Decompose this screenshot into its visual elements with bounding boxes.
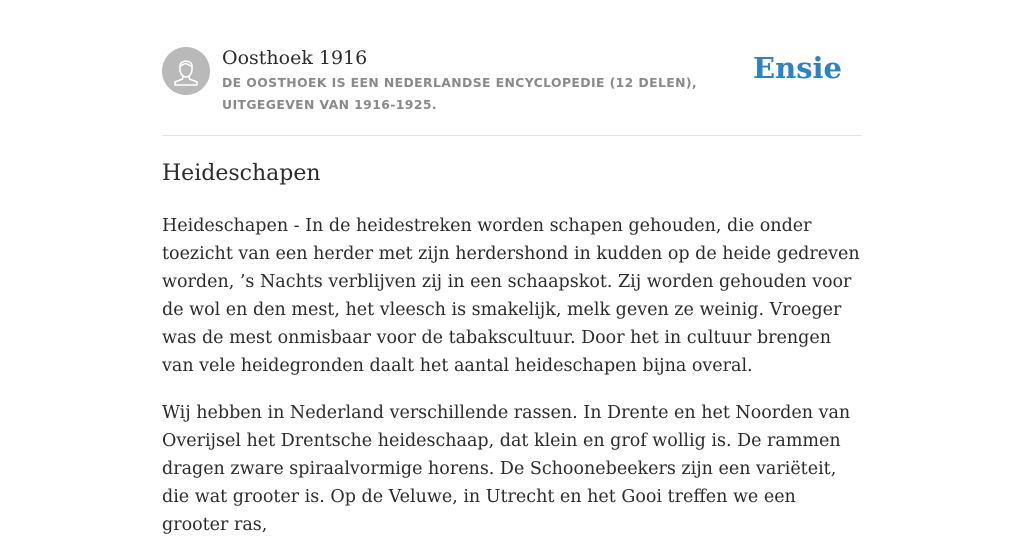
page [162, 0, 862, 535]
article-paragraph: Heideschapen - In de heidestreken worden schapen gehouden, die onder toezicht van een herder met zijn herdershond in kudden op de heide gedreven worden, ’s Nachts verblijven zij in een schaapskot. Zij worden gehouden voor de wol en den mest, het vleesch is smakelijk, melk geven ze weinig. Vroeger was de mest onmisbaar voor de tabakscultuur. Door het in cultuur brengen van vele heidegronden daalt het aantal heideschapen bijna overal. [162, 216, 860, 376]
source-description: DE OOSTHOEK IS EEN NEDERLANDSE ENCYCLOPEDIE (12 DELEN), UITGEGEVEN VAN 1916-1925. [222, 75, 698, 112]
article-body [162, 212, 862, 558]
source-title[interactable]: Oosthoek 1916 [222, 47, 368, 69]
article-title: Heideschapen [162, 161, 321, 186]
user-icon [162, 47, 210, 95]
avatar[interactable] [162, 47, 210, 95]
article-paragraph: Wij hebben in Nederland verschillende rassen. In Drente en het Noorden van Overijsel het Drentsche heideschaap, dat klein en grof wollig is. De rammen dragen zware spiraalvormige horens. De Schoonebeekers zijn een variëteit, die wat grooter is. Op de Veluwe, in Utrecht en het Gooi treffen we een grooter ras, [162, 403, 851, 535]
source-header [162, 0, 862, 136]
ensie-logo[interactable]: Ensie [753, 51, 842, 85]
